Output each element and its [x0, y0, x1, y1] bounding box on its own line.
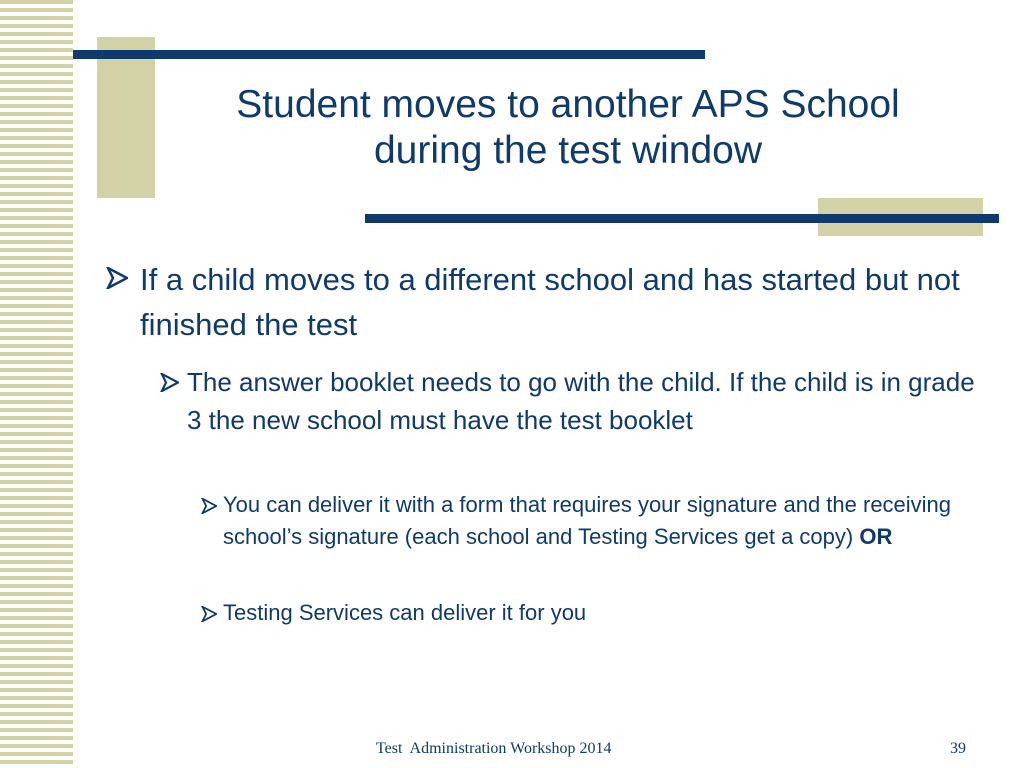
- bullet-level-1-text: If a child moves to a different school and has started but not finished the test: [140, 262, 960, 342]
- slide-title-line-2: during the test window: [373, 129, 763, 172]
- page-number: 39: [950, 740, 966, 757]
- arrow-bullet-icon: [201, 597, 223, 629]
- title-accent-block: [97, 37, 155, 198]
- arrow-bullet-icon: [201, 489, 223, 553]
- footer-text: Test Administration Workshop 2014: [376, 740, 612, 757]
- bullet-level-3-body: You can deliver it with a form that requires your signature and the receiving school’s signature (each school and Testing Services get a copy): [223, 492, 952, 549]
- bullet-level-2: [160, 363, 980, 439]
- slide-title: [160, 82, 976, 174]
- title-underline-rule: [365, 214, 999, 223]
- bullet-level-1: [106, 257, 986, 347]
- left-stripe-decoration: [0, 0, 73, 768]
- bullet-level-3: [201, 489, 981, 553]
- bullet-emphasis: OR: [859, 524, 893, 549]
- arrow-bullet-icon: [160, 363, 187, 439]
- bullet-level-3-text: Testing Services can deliver it for you: [223, 600, 587, 625]
- bullet-level-2-text: The answer booklet needs to go with the child. If the child is in grade 3 the new school must have the test booklet: [187, 367, 975, 435]
- top-rule: [73, 50, 705, 59]
- slide-title-line-1: Student moves to another APS School: [236, 83, 900, 126]
- arrow-bullet-icon: [106, 257, 140, 347]
- bullet-level-3: [201, 597, 981, 629]
- bullet-level-3-text: [223, 489, 981, 553]
